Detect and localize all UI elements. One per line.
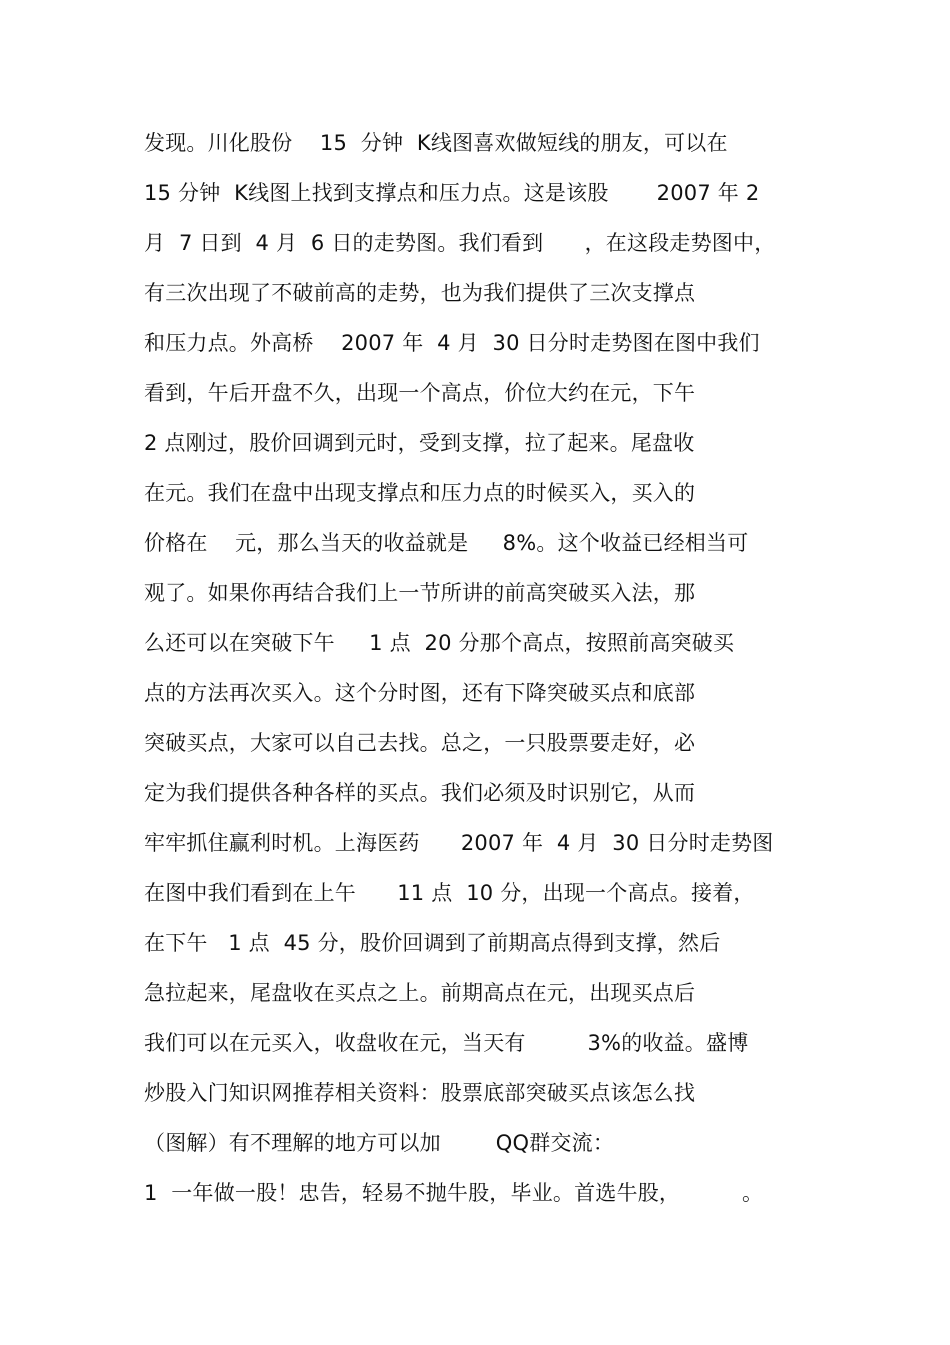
text-line: 在元。我们在盘中出现支撑点和压力点的时候买入，买入的: [144, 481, 696, 505]
text-line: 价格在 元，那么当天的收益就是 8%。这个收益已经相当可: [144, 531, 749, 555]
text-line: 有三次出现了不破前高的走势，也为我们提供了三次支撑点: [144, 281, 696, 305]
text-line: 2 点刚过，股价回调到元时，受到支撑，拉了起来。尾盘收: [144, 431, 695, 455]
text-line: 15 分钟 K线图上找到支撑点和压力点。这是该股 2007 年 2: [144, 181, 760, 205]
body-text: [144, 118, 804, 1218]
text-line: 么还可以在突破下午 1 点 20 分那个高点，按照前高突破买: [144, 631, 735, 655]
text-line: 和压力点。外高桥 2007 年 4 月 30 日分时走势图在图中我们: [144, 331, 760, 355]
text-line: （图解）有不理解的地方可以加 QQ群交流：: [144, 1131, 615, 1155]
text-line: 发现。川化股份 15 分钟 K线图喜欢做短线的朋友，可以在: [144, 131, 728, 155]
text-line: 在下午 1 点 45 分，股价回调到了前期高点得到支撑，然后: [144, 931, 721, 955]
text-line: 牢牢抓住赢利时机。上海医药 2007 年 4 月 30 日分时走势图: [144, 831, 774, 855]
text-line: 突破买点，大家可以自己去找。总之，一只股票要走好，必: [144, 731, 696, 755]
text-line: 急拉起来，尾盘收在买点之上。前期高点在元，出现买点后: [144, 981, 696, 1005]
text-line: 炒股入门知识网推荐相关资料：股票底部突破买点该怎么找: [144, 1081, 696, 1105]
text-line: 点的方法再次买入。这个分时图，还有下降突破买点和底部: [144, 681, 696, 705]
text-line: 看到，午后开盘不久，出现一个高点，价位大约在元，下午: [144, 381, 696, 405]
text-line: 在图中我们看到在上午 11 点 10 分，出现一个高点。接着，: [144, 881, 755, 905]
text-line: 观了。如果你再结合我们上一节所讲的前高突破买入法，那: [144, 581, 696, 605]
text-line: 我们可以在元买入，收盘收在元，当天有 3%的收益。盛博: [144, 1031, 749, 1055]
text-line: 月 7 日到 4 月 6 日的走势图。我们看到 ，在这段走势图中，: [144, 231, 776, 255]
text-line: 定为我们提供各种各样的买点。我们必须及时识别它，从而: [144, 781, 696, 805]
text-line: 1 一年做一股！忠告，轻易不抛牛股，毕业。首选牛股， 。: [144, 1181, 764, 1205]
